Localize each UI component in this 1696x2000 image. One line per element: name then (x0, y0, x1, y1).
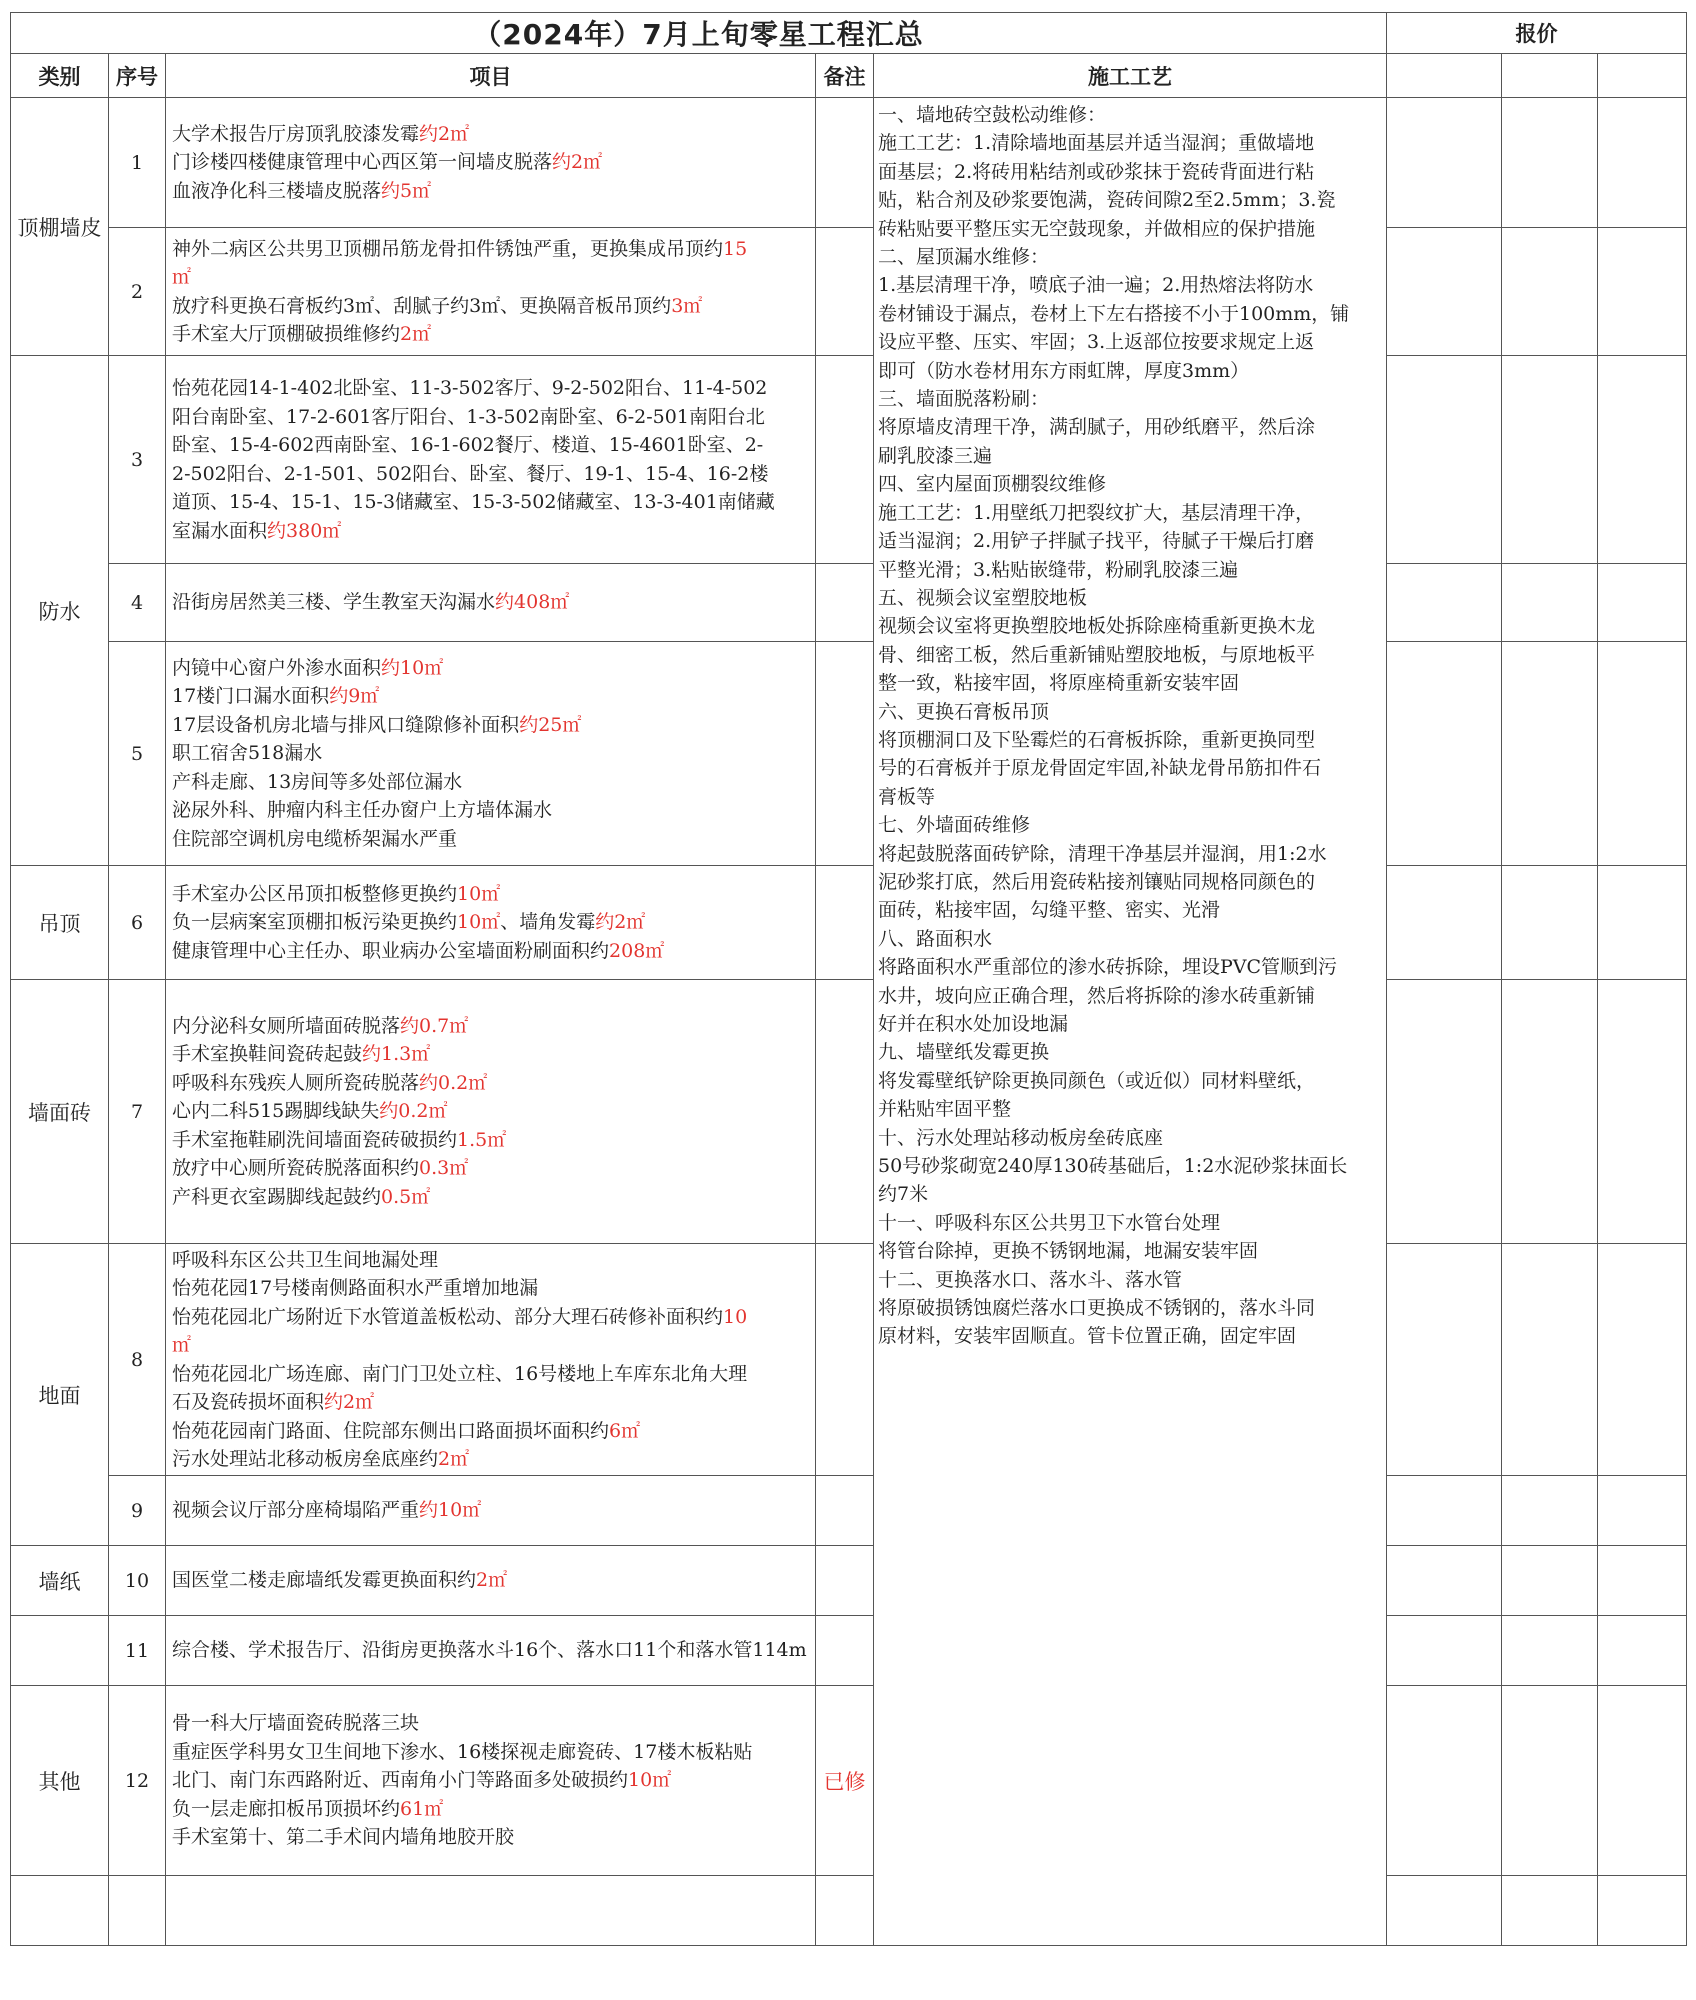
project-text: 综合楼、学术报告厅、沿街房更换落水斗16个、落水口11个和落水管114m (172, 1639, 807, 1662)
quote-cell (1598, 1686, 1687, 1876)
project-cell (166, 1476, 816, 1546)
category-cell: 吊顶 (11, 866, 109, 980)
process-line: 50号砂浆砌宽240厚130砖基础后，1:2水泥砂浆抹面长 (878, 1155, 1348, 1178)
project-line (172, 880, 811, 909)
table-row (11, 1616, 1687, 1686)
remark-cell (816, 1876, 874, 1946)
seq-cell: 12 (109, 1686, 166, 1876)
project-cell (166, 1546, 816, 1616)
project-text: 、墙角发霉 (500, 911, 596, 934)
project-text: 怡苑花园南门路面、住院部东侧出口路面损坏面积约 (172, 1419, 610, 1442)
remark-cell (816, 642, 874, 866)
quote-cell (1598, 1476, 1687, 1546)
quantity-text: 1.5㎡ (457, 1128, 507, 1151)
quote-cell (1387, 1616, 1502, 1686)
project-text: 卧室、15-4-602西南卧室、16-1-602餐厅、楼道、15-4601卧室、2- (172, 434, 764, 456)
project-text: 呼吸科东区公共卫生间地漏处理 (172, 1248, 439, 1271)
project-line (172, 1445, 811, 1474)
process-line: 将发霉壁纸铲除更换同颜色（或近似）同材料壁纸， (878, 1069, 1316, 1092)
quote-header: 报价 (1387, 13, 1687, 54)
quote-cell (1502, 1546, 1598, 1616)
project-text: 室漏水面积 (172, 519, 268, 542)
project-line (172, 588, 811, 617)
quantity-text: 约5㎡ (381, 179, 432, 202)
project-text: 手术室第十、第二手术间内墙角地胶开胶 (172, 1826, 515, 1849)
quantity-text: 约2㎡ (419, 122, 470, 145)
project-text: 污水处理站北移动板房垒底座约 (172, 1448, 439, 1470)
seq-cell: 9 (109, 1476, 166, 1546)
project-line (172, 1331, 811, 1360)
project-line (172, 937, 811, 966)
process-line: 将起鼓脱落面砖铲除，清理干净基层并湿润，用1:2水 (878, 842, 1327, 865)
remark-cell (816, 1476, 874, 1546)
project-line (172, 682, 811, 711)
project-text: 产科走廊、13房间等多处部位漏水 (172, 770, 463, 793)
table-row (11, 642, 1687, 866)
project-text: 职工宿舍518漏水 (172, 742, 323, 765)
seq-cell: 6 (109, 866, 166, 980)
project-line (172, 1496, 811, 1525)
project-line (172, 1097, 811, 1126)
quote-cell (1387, 1686, 1502, 1876)
remark-cell (816, 1546, 874, 1616)
seq-cell: 7 (109, 980, 166, 1244)
header-category: 类别 (11, 54, 109, 98)
table-row (11, 98, 1687, 228)
quantity-text: ㎡ (172, 266, 192, 288)
project-line (172, 403, 811, 432)
quantity-text: 约2㎡ (324, 1391, 375, 1413)
process-line: 八、路面积水 (878, 927, 993, 950)
process-cell (874, 98, 1387, 1946)
project-line (172, 1360, 811, 1389)
project-line (172, 1154, 811, 1183)
project-cell (166, 356, 816, 564)
remark-cell (816, 1244, 874, 1476)
seq-cell: 1 (109, 98, 166, 228)
quantity-text: 61㎡ (400, 1797, 444, 1820)
project-text: 门诊楼四楼健康管理中心西区第一间墙皮脱落 (172, 151, 553, 174)
project-line (172, 768, 811, 797)
table-row (11, 980, 1687, 1244)
project-line (172, 1012, 811, 1041)
quote-cell (1387, 642, 1502, 866)
project-line (172, 1738, 811, 1767)
project-cell (166, 980, 816, 1244)
project-cell (166, 642, 816, 866)
project-line (172, 431, 811, 460)
quantity-text: 10㎡ (457, 882, 501, 905)
process-line: 六、更换石膏板吊顶 (878, 700, 1050, 723)
project-text: 手术室拖鞋刷洗间墙面瓷砖破损约 (172, 1128, 458, 1151)
seq-cell: 2 (109, 228, 166, 356)
seq-cell (109, 1876, 166, 1946)
quantity-text: 0.5㎡ (381, 1185, 431, 1208)
quote-cell (1502, 642, 1598, 866)
process-line: 贴，粘合剂及砂浆要饱满，瓷砖间隙2至2.5mm；3.瓷 (878, 189, 1336, 212)
project-text: 道顶、15-4、15-1、15-3储藏室、15-3-502储藏室、13-3-401南储藏 (172, 491, 775, 513)
process-line: 四、室内屋面顶棚裂纹维修 (878, 473, 1107, 496)
quantity-text: 2㎡ (476, 1569, 508, 1592)
quantity-text: 约380㎡ (267, 519, 342, 542)
seq-cell: 3 (109, 356, 166, 564)
project-text: 沿街房居然美三楼、学生教室天沟漏水 (172, 591, 496, 614)
project-line (172, 1766, 811, 1795)
project-text: 负一层走廊扣板吊顶损坏约 (172, 1797, 401, 1820)
quote-cell (1502, 228, 1598, 356)
quantity-text: 10 (723, 1305, 748, 1328)
project-text: 手术室大厅顶棚破损维修约 (172, 323, 401, 345)
quote-cell (1387, 980, 1502, 1244)
table-row (11, 356, 1687, 564)
project-line (172, 374, 811, 403)
process-line: 将原墙皮清理干净，满刮腻子，用砂纸磨平，然后涂 (878, 416, 1316, 439)
project-text: 国医堂二楼走廊墙纸发霉更换面积约 (172, 1569, 477, 1592)
remark-cell (816, 228, 874, 356)
project-line (172, 460, 811, 489)
quote-cell (1598, 980, 1687, 1244)
project-cell (166, 1876, 816, 1946)
process-line: 设应平整、压实、牢固；3.上返部位按要求规定上返 (878, 331, 1315, 354)
quantity-text: 约9㎡ (329, 685, 380, 708)
project-cell (166, 866, 816, 980)
quantity-text: 约408㎡ (495, 591, 570, 614)
project-text: 神外二病区公共男卫顶棚吊筋龙骨扣件锈蚀严重，更换集成吊顶约 (172, 237, 724, 260)
project-text: 健康管理中心主任办、职业病办公室墙面粉刷面积约 (172, 939, 610, 962)
seq-cell: 8 (109, 1244, 166, 1476)
quote-cell (1387, 1476, 1502, 1546)
project-line (172, 120, 811, 149)
quantity-text: 约10㎡ (381, 656, 444, 679)
project-text: 怡苑花园北广场附近下水管道盖板松动、部分大理石砖修补面积约 (172, 1305, 724, 1328)
project-text: 住院部空调机房电缆桥架漏水严重 (172, 827, 458, 850)
project-cell (166, 1686, 816, 1876)
process-line: 十二、更换落水口、落水斗、落水管 (878, 1268, 1183, 1291)
project-text: 心内二科515踢脚线缺失 (172, 1100, 380, 1123)
quote-cell (1502, 1616, 1598, 1686)
table-row (11, 866, 1687, 980)
project-line (172, 654, 811, 683)
project-text: 血液净化科三楼墙皮脱落 (172, 179, 382, 202)
process-line: 将管台除掉，更换不锈钢地漏，地漏安装牢固 (878, 1240, 1259, 1263)
quantity-text: 约0.2㎡ (379, 1100, 448, 1123)
remark-cell (816, 980, 874, 1244)
quote-cell (1502, 866, 1598, 980)
process-line: 整一致，粘接牢固，将原座椅重新安装牢固 (878, 672, 1240, 695)
quantity-text: 2㎡ (400, 323, 432, 345)
project-text: 负一层病案室顶棚扣板污染更换约 (172, 911, 458, 934)
quote-cell (1387, 564, 1502, 642)
category-cell: 墙面砖 (11, 980, 109, 1244)
process-line: 将顶棚洞口及下坠霉烂的石膏板拆除，重新更换同型 (878, 728, 1316, 751)
quote-cell (1502, 564, 1598, 642)
summary-table (10, 12, 1687, 1946)
quote-cell (1502, 1244, 1598, 1476)
process-line: 五、视频会议室塑胶地板 (878, 586, 1088, 609)
quote-cell (1598, 866, 1687, 980)
project-line (172, 796, 811, 825)
quote-cell (1387, 98, 1502, 228)
process-line: 十一、呼吸科东区公共男卫下水管台处理 (878, 1211, 1221, 1234)
project-line (172, 825, 811, 854)
process-line: 二、屋顶漏水维修： (878, 246, 1050, 269)
process-line: 并粘贴牢固平整 (878, 1098, 1012, 1121)
project-line (172, 1636, 811, 1665)
quote-cell (1387, 1244, 1502, 1476)
header-process: 施工工艺 (874, 54, 1387, 98)
remark-cell (816, 1616, 874, 1686)
project-text: 放疗中心厕所瓷砖脱落面积约 (172, 1157, 420, 1180)
remark-cell (816, 98, 874, 228)
table-row (11, 1546, 1687, 1616)
quote-cell (1387, 866, 1502, 980)
project-text: 视频会议厅部分座椅塌陷严重 (172, 1499, 420, 1522)
category-cell: 地面 (11, 1244, 109, 1546)
project-line (172, 1388, 811, 1417)
quote-cell (1598, 1876, 1687, 1946)
process-line: 骨、细密工板，然后重新铺贴塑胶地板，与原地板平 (878, 643, 1316, 666)
project-line (172, 1040, 811, 1069)
project-line (172, 1246, 811, 1275)
quote-cell (1387, 356, 1502, 564)
quote-cell (1502, 980, 1598, 1244)
remark-cell (816, 564, 874, 642)
quote-cell (1502, 356, 1598, 564)
table-row (11, 1476, 1687, 1546)
process-line: 三、墙面脱落粉刷： (878, 388, 1050, 411)
quote-cell (1387, 54, 1502, 98)
process-line: 将原破损锈蚀腐烂落水口更换成不锈钢的，落水斗同 (878, 1297, 1316, 1320)
table-row (11, 228, 1687, 356)
quantity-text: 3㎡ (671, 294, 703, 317)
process-line: 约7米 (878, 1183, 929, 1206)
process-line: 施工工艺：1.用壁纸刀把裂纹扩大，基层清理干净， (878, 501, 1315, 524)
quote-cell (1598, 228, 1687, 356)
process-line: 一、墙地砖空鼓松动维修： (878, 104, 1107, 126)
project-line (172, 1566, 811, 1595)
project-text: 2-502阳台、2-1-501、502阳台、卧室、餐厅、19-1、15-4、16-2楼 (172, 462, 769, 485)
project-line (172, 1795, 811, 1824)
project-line (172, 1709, 811, 1738)
quantity-text: 约2㎡ (552, 151, 603, 174)
process-line: 卷材铺设于漏点，卷材上下左右搭接不小于100mm，铺 (878, 302, 1350, 325)
table-row (11, 1244, 1687, 1476)
quote-cell (1387, 228, 1502, 356)
remark-cell (816, 866, 874, 980)
quote-cell (1598, 642, 1687, 866)
project-text: 重症医学科男女卫生间地下渗水、16楼探视走廊瓷砖、17楼木板粘贴 (172, 1740, 753, 1763)
project-line (172, 1303, 811, 1332)
remark-cell: 已修 (816, 1686, 874, 1876)
process-line: 泥砂浆打底，然后用瓷砖粘接剂镶贴同规格同颜色的 (878, 870, 1316, 893)
process-line: 七、外墙面砖维修 (878, 814, 1031, 837)
process-line: 即可（防水卷材用东方雨虹牌，厚度3mm） (878, 359, 1250, 382)
quote-cell (1502, 1876, 1598, 1946)
project-text: 大学术报告厅房顶乳胶漆发霉 (172, 122, 420, 145)
process-line: 原材料，安装牢固顺直。管卡位置正确，固定牢固 (878, 1325, 1297, 1348)
project-line (172, 908, 811, 937)
seq-cell: 11 (109, 1616, 166, 1686)
process-line: 1.基层清理干净，喷底子油一遍；2.用热熔法将防水 (878, 274, 1314, 297)
quote-cell (1598, 356, 1687, 564)
quote-cell (1598, 564, 1687, 642)
quote-cell (1502, 1686, 1598, 1876)
project-cell (166, 98, 816, 228)
quantity-text: 约1.3㎡ (362, 1043, 431, 1066)
process-line: 膏板等 (878, 785, 936, 808)
quantity-text: 6㎡ (609, 1419, 641, 1442)
process-line: 视频会议室将更换塑胶地板处拆除座椅重新更换木龙 (878, 615, 1316, 638)
category-cell: 防水 (11, 356, 109, 866)
project-cell (166, 228, 816, 356)
project-text: 呼吸科东残疾人厕所瓷砖脱落 (172, 1071, 420, 1094)
project-text: 17层设备机房北墙与排风口缝隙修补面积 (172, 713, 520, 736)
project-text: 怡苑花园14-1-402北卧室、11-3-502客厅、9-2-502阳台、11-4-502 (172, 377, 768, 399)
quote-cell (1387, 1546, 1502, 1616)
project-line (172, 1126, 811, 1155)
process-line: 施工工艺：1.清除墙地面基层并适当湿润；重做墙地 (878, 132, 1315, 155)
process-line: 号的石膏板并于原龙骨固定牢固,补缺龙骨吊筋扣件石 (878, 757, 1322, 780)
project-text: 石及瓷砖损坏面积 (172, 1391, 325, 1413)
project-line (172, 1274, 811, 1303)
quantity-text: 10㎡ (457, 911, 501, 934)
quote-cell (1598, 98, 1687, 228)
quantity-text: 约25㎡ (519, 713, 582, 736)
quote-cell (1502, 54, 1598, 98)
project-text: 内镜中心窗户外渗水面积 (172, 656, 382, 679)
quote-cell (1502, 98, 1598, 228)
category-cell (11, 1876, 109, 1946)
process-line: 面基层；2.将砖用粘结剂或砂浆抹于瓷砖背面进行粘 (878, 160, 1315, 183)
project-text: 骨一科大厅墙面瓷砖脱落三块 (172, 1712, 420, 1735)
header-remark: 备注 (816, 54, 874, 98)
process-line: 平整光滑；3.粘贴嵌缝带，粉刷乳胶漆三遍 (878, 558, 1239, 581)
quote-cell (1598, 54, 1687, 98)
quantity-text: ㎡ (172, 1334, 192, 1356)
quantity-text: 15 (723, 237, 748, 260)
project-line (172, 739, 811, 768)
project-line (172, 292, 811, 321)
quantity-text: 10㎡ (628, 1769, 672, 1792)
project-text: 手术室办公区吊顶扣板整修更换约 (172, 882, 458, 905)
project-line (172, 1183, 811, 1212)
project-line (172, 488, 811, 517)
project-text: 怡苑花园北广场连廊、南门门卫处立柱、16号楼地上车库东北角大理 (172, 1362, 748, 1385)
table-row-empty (11, 1876, 1687, 1946)
process-line: 砖粘贴要平整压实无空鼓现象，并做相应的保护措施 (878, 217, 1316, 240)
quantity-text: 约0.7㎡ (400, 1014, 469, 1037)
project-line (172, 320, 811, 349)
project-text: 怡苑花园17号楼南侧路面积水严重增加地漏 (172, 1277, 539, 1299)
project-text: 内分泌科女厕所墙面砖脱落 (172, 1014, 401, 1037)
quantity-text: 2㎡ (438, 1448, 470, 1470)
table-row (11, 564, 1687, 642)
table-row (11, 1686, 1687, 1876)
project-line (172, 1417, 811, 1446)
category-cell (11, 1616, 109, 1686)
project-line (172, 1069, 811, 1098)
header-seq: 序号 (109, 54, 166, 98)
category-cell: 墙纸 (11, 1546, 109, 1616)
project-line (172, 1823, 811, 1852)
project-line (172, 177, 811, 206)
quantity-text: 约0.2㎡ (419, 1071, 488, 1094)
project-text: 17楼门口漏水面积 (172, 685, 330, 708)
process-line: 好并在积水处加设地漏 (878, 1013, 1069, 1035)
quantity-text: 208㎡ (609, 939, 665, 962)
project-text: 放疗科更换石膏板约3㎡、刮腻子约3㎡、更换隔音板吊顶约 (172, 294, 672, 317)
project-text: 阳台南卧室、17-2-601客厅阳台、1-3-502南卧室、6-2-501南阳台北 (172, 405, 765, 428)
project-cell (166, 564, 816, 642)
remark-cell (816, 356, 874, 564)
quantity-text: 约10㎡ (419, 1499, 482, 1522)
quote-cell (1598, 1546, 1687, 1616)
seq-cell: 5 (109, 642, 166, 866)
category-cell: 其他 (11, 1686, 109, 1876)
process-line: 将路面积水严重部位的渗水砖拆除，埋设PVC管顺到污 (878, 956, 1338, 979)
project-line (172, 517, 811, 546)
quote-cell (1502, 1476, 1598, 1546)
process-line: 九、墙壁纸发霉更换 (878, 1041, 1050, 1064)
table-title: （2024年）7月上旬零星工程汇总 (11, 13, 1387, 54)
project-text: 手术室换鞋间瓷砖起鼓 (172, 1043, 363, 1066)
seq-cell: 4 (109, 564, 166, 642)
project-line (172, 235, 811, 264)
process-line: 面砖，粘接牢固，勾缝平整、密实、光滑 (878, 899, 1221, 922)
header-project: 项目 (166, 54, 816, 98)
process-line: 十、污水处理站移动板房垒砖底座 (878, 1126, 1164, 1149)
quantity-text: 0.3㎡ (419, 1157, 469, 1180)
project-cell (166, 1616, 816, 1686)
process-line: 适当湿润；2.用铲子拌腻子找平，待腻子干燥后打磨 (878, 530, 1315, 553)
project-cell (166, 1244, 816, 1476)
project-text: 北门、南门东西路附近、西南角小门等路面多处破损约 (172, 1769, 629, 1792)
project-line (172, 148, 811, 177)
quote-cell (1598, 1244, 1687, 1476)
project-text: 泌尿外科、肿瘤内科主任办窗户上方墙体漏水 (172, 799, 553, 822)
project-line (172, 263, 811, 292)
quote-cell (1598, 1616, 1687, 1686)
project-text: 产科更衣室踢脚线起鼓约 (172, 1185, 382, 1208)
quantity-text: 约2㎡ (595, 911, 646, 934)
process-line: 水井，坡向应正确合理，然后将拆除的渗水砖重新铺 (878, 984, 1316, 1007)
category-cell: 顶棚墙皮 (11, 98, 109, 356)
quote-cell (1387, 1876, 1502, 1946)
process-line: 刷乳胶漆三遍 (878, 444, 993, 467)
project-line (172, 711, 811, 740)
seq-cell: 10 (109, 1546, 166, 1616)
